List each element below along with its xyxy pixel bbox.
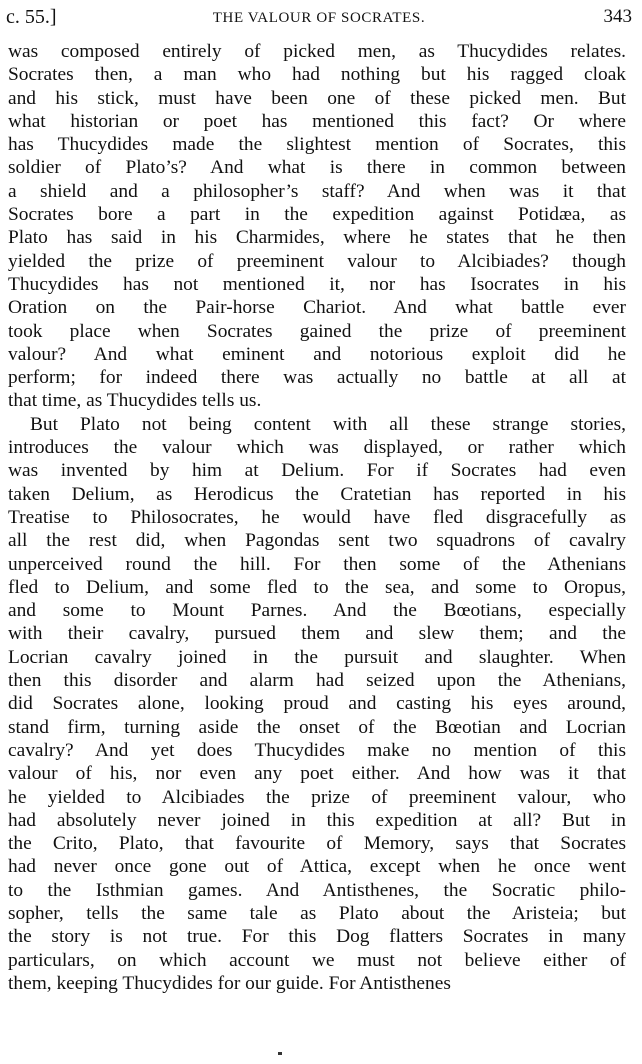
text-line: was invented by him at Delium. For if Socrates had even [8, 460, 626, 482]
body-text [8, 40, 626, 995]
text-line: Thucydides has not mentioned it, nor has Isocrates in his [8, 273, 626, 295]
text-line: yielded the prize of preeminent valour to Alcibiades? though [8, 250, 626, 272]
text-line: all the rest did, when Pagondas sent two squadrons of cavalry [8, 530, 626, 552]
text-line: But Plato not being content with all these strange stories, [30, 413, 626, 435]
text-line: had never once gone out of Attica, except when he once went [8, 856, 626, 878]
text-line: perform; for indeed there was actually no battle at all at [8, 367, 626, 389]
text-line: was composed entirely of picked men, as Thucydides relates. [8, 41, 626, 62]
page-number: 343 [603, 6, 632, 27]
text-line: then this disorder and alarm had seized upon the Athenians, [8, 670, 626, 692]
text-line: and his stick, must have been one of these picked men. But [8, 87, 626, 109]
text-line: what historian or poet has mentioned this fact? Or where [8, 110, 626, 132]
text-line: cavalry? And yet does Thucydides make no mention of this [8, 739, 626, 761]
text-line: the Crito, Plato, that favourite of Memory, says that Socrates [8, 833, 626, 855]
running-title: THE VALOUR OF SOCRATES. [212, 10, 426, 26]
text-line: introduces the valour which was displayed, or rather which [8, 437, 626, 459]
text-line: he yielded to Alcibiades the prize of preeminent valour, who [8, 786, 626, 808]
text-line: valour? And what eminent and notorious exploit did he [8, 343, 626, 365]
text-line: had absolutely never joined in this expedition at all? But in [8, 809, 626, 831]
text-line: unperceived round the hill. For then some of the Athenians [8, 553, 626, 575]
text-line: valour of his, nor even any poet either. And how was it that [8, 763, 626, 785]
text-line: with their cavalry, pursued them and slew them; and the [8, 623, 626, 645]
text-line: and some to Mount Parnes. And the Bœotians, especially [8, 600, 626, 622]
text-line: has Thucydides made the slightest mention of Socrates, this [8, 134, 626, 156]
printer-mark [278, 1052, 282, 1055]
text-line: Locrian cavalry joined in the pursuit and slaughter. When [8, 646, 626, 668]
text-line: Plato has said in his Charmides, where he states that he then [8, 227, 626, 249]
chapter-reference: c. 55.] [6, 6, 57, 28]
text-line: taken Delium, as Herodicus the Cratetian has reported in his [8, 483, 626, 505]
text-line: that time, as Thucydides tells us. [8, 390, 262, 412]
text-line: fled to Delium, and some fled to the sea, and some to Oropus, [8, 576, 626, 598]
text-line: soldier of Plato’s? And what is there in common between [8, 157, 626, 179]
text-line: to the Isthmian games. And Antisthenes, the Socratic philo- [8, 879, 626, 901]
text-line: took place when Socrates gained the prize of preeminent [8, 320, 626, 342]
text-line: them, keeping Thucydides for our guide. For Antisthenes [8, 972, 451, 994]
text-line: particulars, on which account we must not believe either of [8, 949, 626, 971]
text-line: did Socrates alone, looking proud and casting his eyes around, [8, 693, 626, 715]
text-line: Socrates bore a part in the expedition against Potidæa, as [8, 204, 626, 226]
text-line: the story is not true. For this Dog flatters Socrates in many [8, 926, 626, 948]
running-header [6, 4, 632, 34]
text-line: stand firm, turning aside the onset of the Bœotian and Locrian [8, 716, 626, 738]
text-line: Oration on the Pair-horse Chariot. And what battle ever [8, 297, 626, 319]
text-line: a shield and a philosopher’s staff? And when was it that [8, 180, 626, 202]
text-line: Socrates then, a man who had nothing but his ragged cloak [8, 64, 626, 86]
text-line: sopher, tells the same tale as Plato about the Aristeia; but [8, 902, 626, 924]
text-line: Treatise to Philosocrates, he would have fled disgracefully as [8, 506, 626, 528]
